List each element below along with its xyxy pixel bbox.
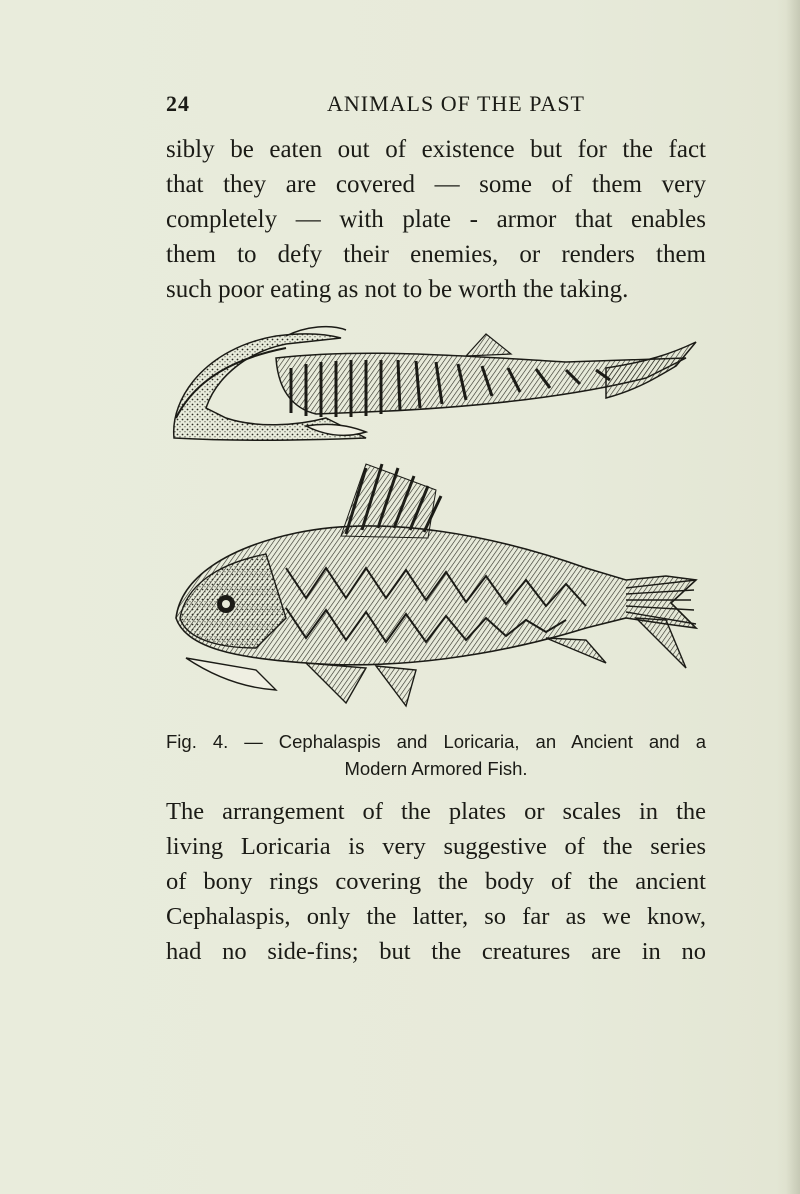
text-line: living Loricaria is very suggestive of the series <box>166 833 706 860</box>
cephalaspis-illustration <box>174 327 696 441</box>
caption-line: Fig. 4. — Cephalaspis and Loricaria, an Ancient and a <box>166 731 706 752</box>
figure-illustration <box>166 318 706 708</box>
page-header <box>166 91 706 121</box>
loricaria-illustration <box>176 464 696 706</box>
figure-caption <box>166 728 706 782</box>
paragraph-2 <box>166 794 706 969</box>
text-line: sibly be eaten out of existence but for the fact <box>166 136 706 163</box>
page-edge-shadow <box>786 0 800 1194</box>
paragraph-1 <box>166 132 706 307</box>
text-line: completely — with plate - armor that enables <box>166 206 706 233</box>
text-line: had no side-fins; but the creatures are in no <box>166 938 706 965</box>
running-title: ANIMALS OF THE PAST <box>327 91 585 116</box>
text-line: The arrangement of the plates or scales in the <box>166 798 706 825</box>
text-line: them to defy their enemies, or renders them <box>166 241 706 268</box>
text-line: such poor eating as not to be worth the taking. <box>166 276 629 303</box>
text-line: of bony rings covering the body of the ancient <box>166 868 706 895</box>
caption-line: Modern Armored Fish. <box>344 758 528 779</box>
page-number: 24 <box>166 91 190 116</box>
text-line: Cephalaspis, only the latter, so far as we know, <box>166 903 706 930</box>
text-line: that they are covered — some of them very <box>166 171 706 198</box>
